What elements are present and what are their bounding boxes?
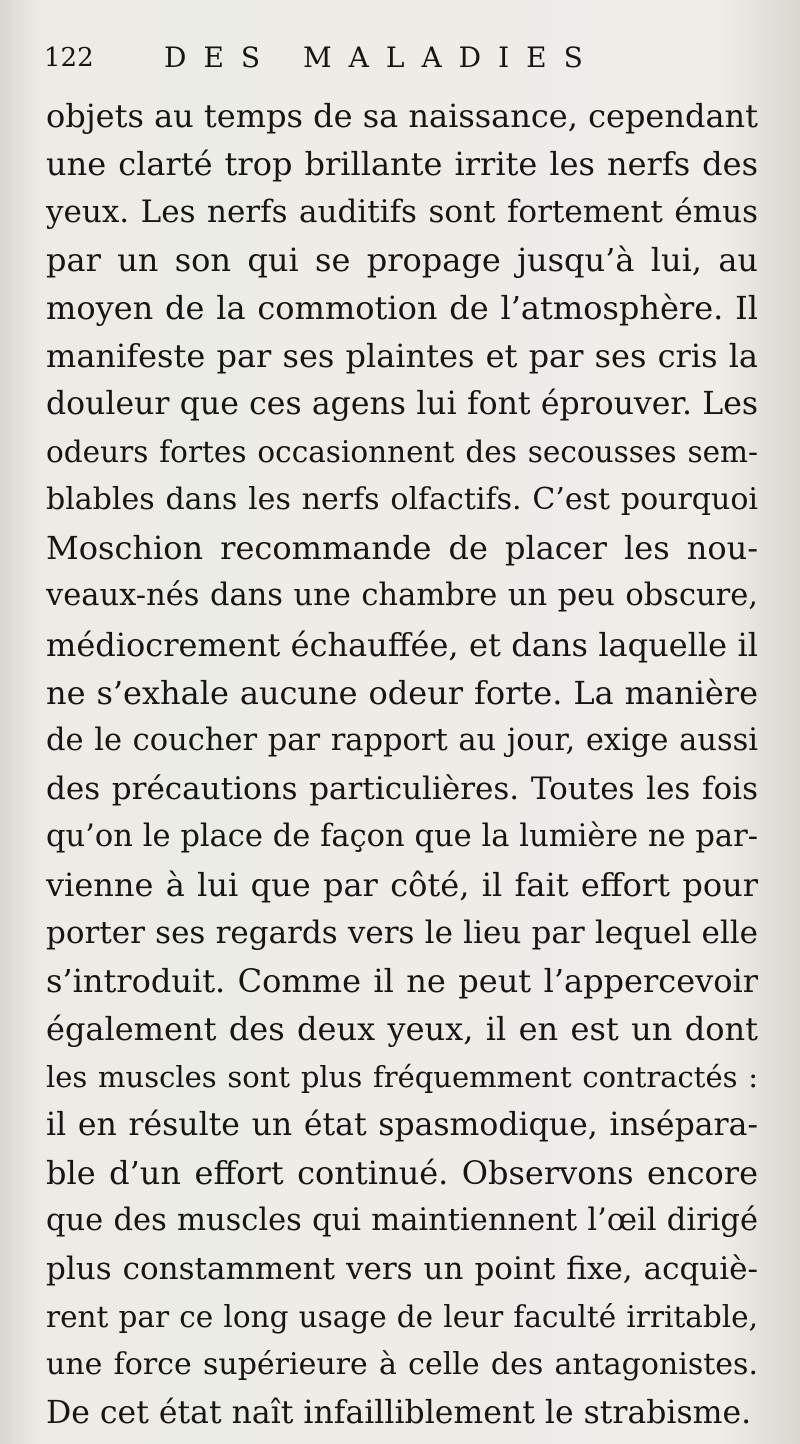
text-line: une force supérieure à celle des antagonistes. [46,1347,758,1383]
text-line: également des deux yeux, il en est un dont [46,1009,758,1048]
text-line: De cet état naît infailliblement le strabisme. [46,1395,752,1432]
running-head: DES MALADIES [164,41,600,74]
text-line: Moschion recommande de placer les nou- [46,529,758,568]
text-line: par un son qui se propage jusqu’à lui, au [46,241,758,280]
text-line: blables dans les nerfs olfactifs. C’est pourquoi [46,482,758,518]
text-line: porter ses regards vers le lieu par lequel elle [46,914,758,951]
text-line: qu’on le place de façon que la lumière ne par- [46,818,758,854]
text-line: une clarté trop brillante irrite les nerfs des [46,145,758,184]
text-line: yeux. Les nerfs auditifs sont fortement émus [46,194,758,231]
text-line: objets au temps de sa naissance, cependant [46,97,758,135]
text-line: que des muscles qui maintiennent l’œil dirigé [46,1203,758,1239]
text-line: s’introduit. Comme il ne peut l’appercevoir [46,961,758,1000]
body-text [46,92,758,1437]
text-line: médiocrement échauffée, et dans laquelle il [46,625,758,664]
text-line: des précautions particulières. Toutes les fois [46,770,758,807]
text-line: rent par ce long usage de leur faculté irritable, [46,1300,758,1335]
page-header [44,38,764,78]
text-line: ne s’exhale aucune odeur forte. La manière [46,673,758,712]
text-line: odeurs fortes occasionnent des secousses sem- [46,435,758,470]
text-line: ble d’un effort continué. Observons encore [46,1154,758,1193]
text-line: plus constamment vers un point fixe, acquiè- [46,1251,758,1288]
text-line: les muscles sont plus fréquemment contractés : [46,1059,758,1094]
text-line: de le coucher par rapport au jour, exige aussi [46,722,758,758]
page-number: 122 [44,43,94,73]
text-line: manifeste par ses plaintes et par ses cris la [46,337,758,376]
text-line: douleur que ces agens lui font éprouver. Les [46,386,758,423]
text-line: moyen de la commotion de l’atmosphère. Il [46,289,758,328]
text-line: vienne à lui que par côté, il fait effort pour [46,865,758,904]
text-line: il en résulte un état spasmodique, insépara- [46,1106,758,1143]
text-line: veaux-nés dans une chambre un peu obscure, [46,578,758,614]
